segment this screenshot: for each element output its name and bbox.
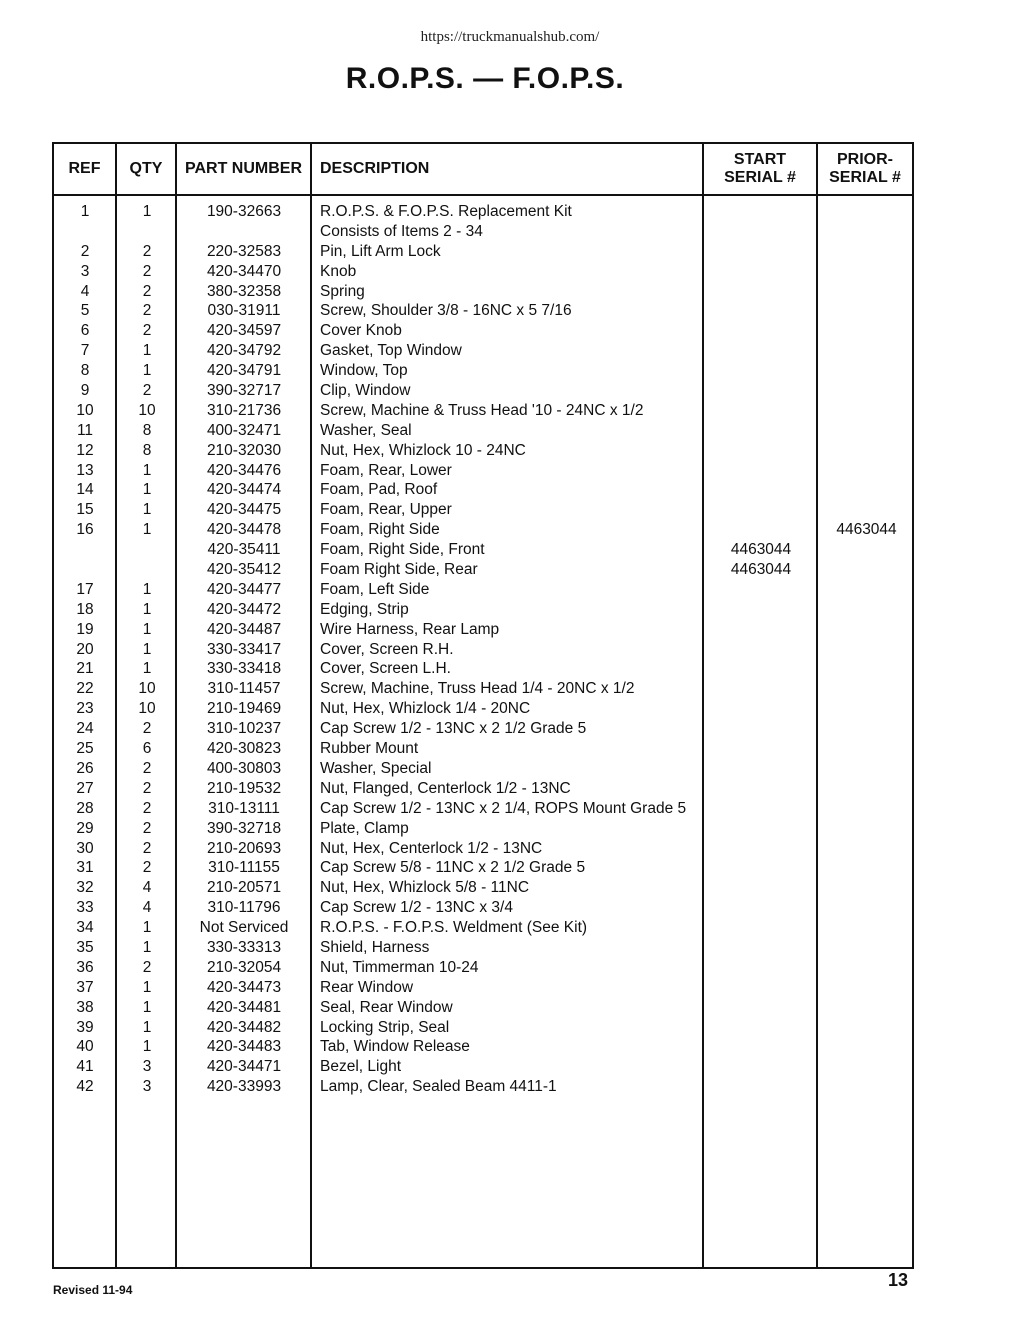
row-description: Window, Top (320, 362, 408, 380)
row-qty: 1 (142, 461, 152, 479)
row-qty: 1 (142, 521, 152, 539)
row-description: Shield, Harness (320, 938, 430, 956)
row-start-serial: 4463044 (730, 541, 792, 559)
row-ref: 41 (76, 1058, 94, 1076)
row-description: Screw, Machine, Truss Head 1/4 - 20NC x 1/2 (320, 680, 635, 698)
row-description: Foam, Rear, Lower (320, 461, 452, 479)
row-part-number: 420-30823 (206, 740, 282, 758)
row-qty: 10 (138, 700, 156, 718)
row-ref: 42 (76, 1078, 94, 1096)
table-row (54, 858, 912, 878)
table-row (54, 759, 912, 779)
row-ref: 14 (76, 481, 94, 499)
table-row (54, 640, 912, 660)
row-qty: 1 (142, 919, 152, 937)
row-ref: 19 (76, 620, 94, 638)
row-qty: 8 (142, 421, 152, 439)
row-ref: 24 (76, 720, 94, 738)
table-row (54, 401, 912, 421)
row-description: Rubber Mount (320, 740, 419, 758)
row-ref: 38 (76, 998, 94, 1016)
row-part-number: 210-32030 (206, 441, 282, 459)
table-row (54, 779, 912, 799)
row-qty: 1 (142, 998, 152, 1016)
table-row (54, 1018, 912, 1038)
row-ref: 32 (76, 879, 94, 897)
row-description: Screw, Shoulder 3/8 - 16NC x 5 7/16 (320, 302, 572, 320)
table-row (54, 699, 912, 719)
row-ref: 25 (76, 740, 94, 758)
row-part-number: 210-19532 (206, 779, 282, 797)
row-ref: 36 (76, 958, 94, 976)
row-qty: 1 (142, 1018, 152, 1036)
row-part-number: 420-35411 (207, 541, 281, 559)
row-qty: 2 (142, 859, 152, 877)
row-ref: 15 (76, 501, 94, 519)
row-part-number: 310-11457 (207, 680, 281, 698)
row-ref: 33 (76, 899, 94, 917)
header-prior-line1: PRIOR- (837, 151, 893, 168)
row-qty: 1 (142, 203, 152, 220)
row-qty: 6 (142, 740, 152, 758)
row-ref: 27 (76, 779, 94, 797)
row-qty: 2 (142, 262, 152, 280)
row-qty: 1 (142, 362, 152, 380)
row-ref: 12 (76, 441, 94, 459)
row-part-number: 380-32358 (206, 282, 282, 300)
row-description: Nut, Hex, Whizlock 5/8 - 11NC (320, 879, 530, 897)
row-qty: 3 (142, 1058, 152, 1076)
header-part-number: PART NUMBER (184, 160, 303, 177)
table-row (54, 560, 912, 580)
row-qty: 1 (142, 978, 152, 996)
row-description: Nut, Hex, Whizlock 1/4 - 20NC (320, 700, 531, 718)
row-description: Foam, Right Side, Front (320, 541, 485, 559)
row-description: Washer, Seal (320, 421, 412, 439)
row-description: Foam, Pad, Roof (320, 481, 438, 499)
table-row (54, 898, 912, 918)
row-ref: 5 (80, 302, 90, 320)
row-part-number: 420-34470 (206, 262, 282, 280)
row-qty: 4 (142, 899, 152, 917)
row-ref: 20 (76, 640, 94, 658)
row-description: Cap Screw 1/2 - 13NC x 2 1/2 Grade 5 (320, 720, 587, 738)
row-qty: 2 (142, 958, 152, 976)
row-description: Rear Window (320, 978, 414, 996)
row-qty: 2 (142, 799, 152, 817)
row-part-number: 420-34483 (206, 1038, 282, 1056)
row-start-serial: 4463044 (730, 561, 792, 579)
row-qty: 2 (142, 322, 152, 340)
row-qty: 1 (142, 580, 152, 598)
table-row (54, 938, 912, 958)
row-qty: 2 (142, 382, 152, 400)
header-start-serial (704, 144, 816, 194)
row-part-number: 210-32054 (206, 958, 282, 976)
parts-table (52, 142, 914, 1269)
row-part-number: Not Serviced (199, 919, 289, 937)
row-description: Clip, Window (320, 382, 411, 400)
row-ref: 40 (76, 1038, 94, 1056)
table-row (54, 202, 912, 222)
row-description: Plate, Clamp (320, 819, 409, 837)
row-part-number: 420-33993 (206, 1078, 282, 1096)
row-part-number: 420-34791 (206, 362, 282, 380)
page-title: R.O.P.S. — F.O.P.S. (345, 62, 625, 95)
row-part-number: 210-19469 (206, 700, 282, 718)
row-description: Cap Screw 1/2 - 13NC x 2 1/4, ROPS Mount Grade 5 (320, 799, 687, 817)
row-part-number: 310-21736 (206, 401, 282, 419)
table-row (54, 421, 912, 441)
table-row (54, 679, 912, 699)
row-ref: 29 (76, 819, 94, 837)
row-part-number: 420-34478 (206, 521, 282, 539)
row-description: Cover, Screen R.H. (320, 640, 454, 658)
row-qty: 4 (142, 879, 152, 897)
row-description: Nut, Flanged, Centerlock 1/2 - 13NC (320, 779, 571, 797)
table-row (54, 461, 912, 481)
row-description: Bezel, Light (320, 1058, 401, 1076)
row-description: R.O.P.S. - F.O.P.S. Weldment (See Kit) (320, 919, 588, 937)
row-ref: 28 (76, 799, 94, 817)
table-row (54, 978, 912, 998)
row-description: Foam, Right Side (320, 521, 440, 539)
row-description: Foam Right Side, Rear (320, 561, 478, 579)
row-ref: 2 (80, 242, 90, 260)
header-ref: REF (68, 160, 101, 177)
row-ref: 11 (76, 421, 94, 439)
row-part-number: 400-30803 (206, 759, 282, 777)
row-qty: 1 (142, 660, 152, 678)
row-qty: 1 (142, 501, 152, 519)
header-prior-serial (818, 144, 912, 194)
row-description: Knob (320, 262, 357, 280)
row-part-number: 420-34471 (206, 1058, 282, 1076)
row-description: Washer, Special (320, 759, 432, 777)
row-description: Foam, Rear, Upper (320, 501, 452, 519)
row-qty: 2 (142, 779, 152, 797)
row-part-number: 310-11155 (208, 859, 280, 877)
row-qty: 2 (142, 720, 152, 738)
table-row (54, 1037, 912, 1057)
table-row (54, 540, 912, 560)
table-body (54, 202, 912, 1097)
row-part-number: 420-34481 (206, 998, 282, 1016)
table-row (54, 878, 912, 898)
row-part-number: 420-34477 (206, 580, 282, 598)
row-part-number: 310-11796 (207, 899, 281, 917)
table-row (54, 381, 912, 401)
row-ref: 18 (76, 600, 94, 618)
row-description: Edging, Strip (320, 600, 409, 618)
table-row (54, 441, 912, 461)
row-part-number: 420-34597 (206, 322, 282, 340)
row-description: Spring (320, 282, 365, 300)
row-ref: 6 (80, 322, 90, 340)
row-qty: 2 (142, 819, 152, 837)
row-part-number: 220-32583 (206, 242, 282, 260)
row-description: Foam, Left Side (320, 580, 430, 598)
row-part-number: 210-20571 (206, 879, 282, 897)
row-ref: 22 (76, 680, 94, 698)
row-qty: 8 (142, 441, 152, 459)
row-part-number: 420-34482 (206, 1018, 282, 1036)
row-part-number: 420-34476 (206, 461, 282, 479)
row-ref: 35 (76, 938, 94, 956)
row-ref: 10 (76, 401, 94, 419)
row-prior-serial: 4463044 (836, 521, 897, 539)
row-description: Lamp, Clear, Sealed Beam 4411-1 (320, 1078, 557, 1096)
row-ref: 3 (80, 262, 90, 280)
table-row (54, 620, 912, 640)
row-qty: 1 (142, 620, 152, 638)
table-row (54, 222, 912, 242)
table-row (54, 1077, 912, 1097)
row-qty: 3 (142, 1078, 152, 1096)
row-qty: 2 (142, 302, 152, 320)
source-url: https://truckmanualshub.com/ (420, 29, 600, 45)
table-row (54, 659, 912, 679)
row-part-number: 330-33313 (206, 938, 282, 956)
row-part-number: 390-32718 (206, 819, 282, 837)
table-row (54, 819, 912, 839)
header-start-line2: SERIAL # (724, 169, 796, 186)
row-ref: 4 (80, 282, 90, 300)
row-description: Screw, Machine & Truss Head '10 - 24NC x 1/2 (320, 401, 644, 419)
row-part-number: 420-34792 (206, 342, 282, 360)
row-ref: 9 (80, 382, 90, 400)
row-ref: 34 (76, 919, 94, 937)
row-ref: 37 (76, 978, 94, 996)
table-row (54, 282, 912, 302)
table-row (54, 262, 912, 282)
header-start-line1: START (733, 151, 787, 168)
table-row (54, 580, 912, 600)
table-row (54, 719, 912, 739)
table-row (54, 1057, 912, 1077)
table-row (54, 839, 912, 859)
row-description: Tab, Window Release (320, 1038, 470, 1056)
row-ref: 26 (76, 759, 94, 777)
row-description: Cover Knob (320, 322, 402, 340)
row-ref: 23 (76, 700, 94, 718)
header-description: DESCRIPTION (320, 160, 430, 177)
table-row (54, 301, 912, 321)
row-part-number: 420-34472 (206, 600, 282, 618)
row-part-number: 310-13111 (208, 799, 280, 817)
row-description: Pin, Lift Arm Lock (320, 242, 441, 260)
row-qty: 1 (142, 600, 152, 618)
row-part-number: 190-32663 (206, 203, 282, 220)
table-row (54, 341, 912, 361)
row-part-number: 400-32471 (206, 421, 282, 439)
table-row (54, 500, 912, 520)
row-part-number: 310-10237 (206, 720, 282, 738)
row-qty: 10 (138, 401, 156, 419)
table-row (54, 998, 912, 1018)
row-part-number: 390-32717 (206, 382, 282, 400)
table-row (54, 520, 912, 540)
header-prior-line2: SERIAL # (829, 169, 901, 186)
row-ref: 7 (80, 342, 90, 360)
row-ref: 17 (76, 580, 94, 598)
row-description: R.O.P.S. & F.O.P.S. Replacement Kit (320, 203, 572, 220)
row-ref: 30 (76, 839, 94, 857)
row-ref: 13 (76, 461, 94, 479)
row-description: Locking Strip, Seal (320, 1018, 450, 1036)
row-part-number: 420-34473 (206, 978, 282, 996)
row-description: Wire Harness, Rear Lamp (320, 620, 500, 638)
row-qty: 1 (142, 481, 152, 499)
row-ref: 21 (76, 660, 94, 678)
row-description: Seal, Rear Window (320, 998, 453, 1016)
row-ref: 31 (76, 859, 94, 877)
row-qty: 10 (138, 680, 156, 698)
row-part-number: 420-34474 (206, 481, 282, 499)
row-description: Cap Screw 5/8 - 11NC x 2 1/2 Grade 5 (320, 859, 586, 877)
table-row (54, 958, 912, 978)
header-divider (54, 194, 912, 196)
row-qty: 1 (142, 342, 152, 360)
table-row (54, 739, 912, 759)
table-row (54, 480, 912, 500)
row-description: Nut, Hex, Whizlock 10 - 24NC (320, 441, 526, 459)
row-description: Consists of Items 2 - 34 (320, 222, 483, 240)
row-description: Cover, Screen L.H. (320, 660, 451, 678)
row-ref: 16 (76, 521, 94, 539)
table-row (54, 242, 912, 262)
page-number: 13 (888, 1270, 909, 1290)
row-qty: 2 (142, 759, 152, 777)
row-part-number: 210-20693 (206, 839, 282, 857)
row-ref: 8 (80, 362, 90, 380)
row-description: Nut, Timmerman 10-24 (320, 958, 479, 976)
row-part-number: 030-31911 (207, 302, 281, 320)
row-ref: 1 (80, 203, 90, 220)
row-part-number: 330-33417 (206, 640, 282, 658)
row-qty: 2 (142, 839, 152, 857)
table-row (54, 321, 912, 341)
row-qty: 1 (142, 1038, 152, 1056)
row-ref: 39 (76, 1018, 94, 1036)
table-row (54, 918, 912, 938)
table-row (54, 361, 912, 381)
row-part-number: 420-34475 (206, 501, 282, 519)
row-part-number: 330-33418 (206, 660, 282, 678)
row-part-number: 420-34487 (206, 620, 282, 638)
table-row (54, 799, 912, 819)
row-qty: 2 (142, 242, 152, 260)
row-description: Cap Screw 1/2 - 13NC x 3/4 (320, 899, 513, 917)
row-qty: 1 (142, 938, 152, 956)
row-qty: 1 (142, 640, 152, 658)
row-description: Nut, Hex, Centerlock 1/2 - 13NC (320, 839, 543, 857)
row-qty: 2 (142, 282, 152, 300)
revision-note: Revised 11-94 (53, 1283, 133, 1297)
row-description: Gasket, Top Window (320, 342, 462, 360)
row-part-number: 420-35412 (206, 561, 282, 579)
table-row (54, 600, 912, 620)
header-qty: QTY (129, 160, 163, 177)
